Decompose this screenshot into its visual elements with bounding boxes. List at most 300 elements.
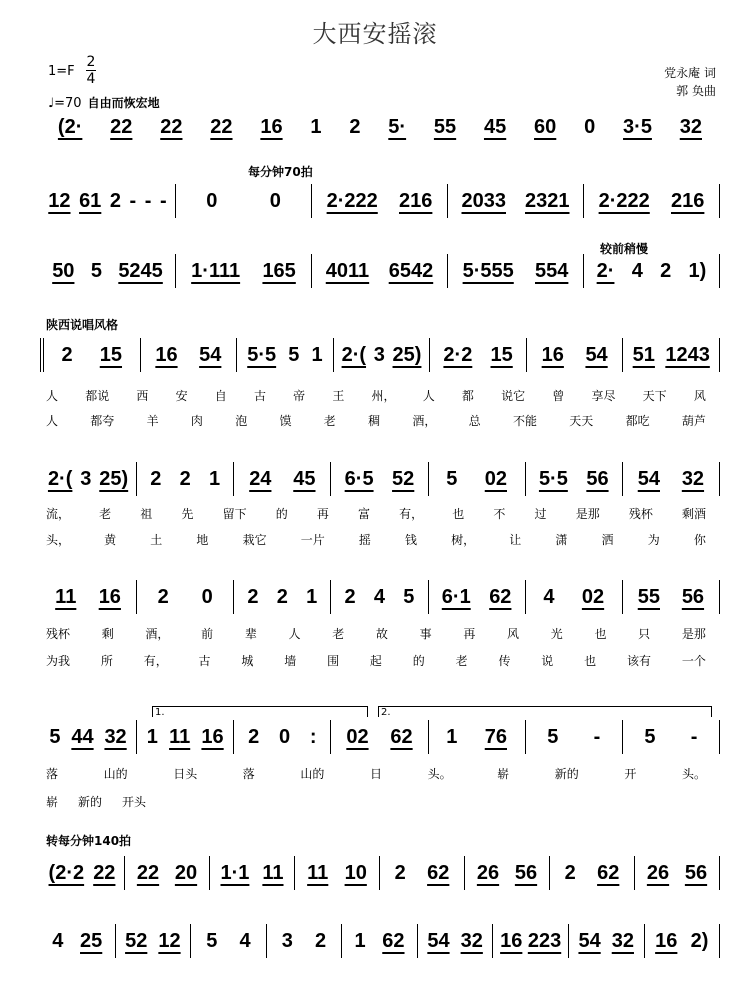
lyric-word: 树， <box>451 533 476 547</box>
lyric-word: 都吃 <box>625 414 650 428</box>
lyric-word: 头， <box>46 533 71 547</box>
note-group: 2033 <box>461 189 506 212</box>
note-group: 11 <box>262 861 284 884</box>
note-group: 11 <box>169 725 191 748</box>
measure <box>334 338 431 372</box>
note-group: 16 <box>655 929 678 952</box>
lyric-word: 人 <box>46 414 59 428</box>
lyric-word: 老 <box>332 627 345 641</box>
note-group: 5 <box>446 467 458 490</box>
measure <box>141 338 238 372</box>
lyric-word: 留下 <box>222 507 247 521</box>
note-group: 216 <box>671 189 705 212</box>
note-group: 1 <box>306 585 318 608</box>
lyric-word: 开头 <box>121 795 146 809</box>
note-group: 1 <box>446 725 458 748</box>
lyric-word: 前 <box>201 627 214 641</box>
lyric-word: 传 <box>498 654 511 668</box>
note-group: 5 <box>206 929 218 952</box>
lyric-word: 是那 <box>681 627 706 641</box>
note-group: 2 <box>564 861 576 884</box>
note-group: 2 <box>157 585 169 608</box>
note-group: 3 <box>281 929 293 952</box>
lyric-word: 天下 <box>642 389 667 403</box>
note-group: 2 <box>247 585 259 608</box>
measure <box>40 338 141 372</box>
lyric-word: 让 <box>509 533 522 547</box>
note-group: 44 <box>71 725 94 748</box>
lyric-word: 故 <box>375 627 388 641</box>
lyric-word: 钱 <box>404 533 417 547</box>
volta-second: 2. <box>378 706 712 717</box>
note-group: 2321 <box>525 189 570 212</box>
measure <box>429 720 526 754</box>
lyric-word: 人 <box>288 627 301 641</box>
time-bottom: 4 <box>86 71 96 87</box>
note-group: 12 <box>158 929 181 952</box>
note-group: 0 <box>279 725 291 748</box>
note-group: 76 <box>484 725 507 748</box>
measure <box>380 856 465 890</box>
lyric-line <box>46 531 706 548</box>
measure <box>331 580 428 614</box>
lyric-word: 祖 <box>140 507 153 521</box>
measure <box>342 924 418 958</box>
style-label: 陕西说唱风格 <box>46 318 119 332</box>
note-group: 61 <box>79 189 102 212</box>
measure <box>125 856 210 890</box>
lyric-word: 人 <box>422 389 435 403</box>
note-group: 1243 <box>665 343 710 366</box>
lyric-word: 稠 <box>368 414 381 428</box>
lyric-word: 过 <box>534 507 547 521</box>
tempo-label-slower: 较前稍慢 <box>600 242 649 256</box>
note-group: 16 <box>260 115 283 138</box>
lyric-word: 风 <box>693 389 706 403</box>
note-group: 62 <box>427 861 450 884</box>
lyric-word: 黄 <box>104 533 117 547</box>
note-group: 3 <box>373 343 385 366</box>
lyric-word: 不能 <box>512 414 537 428</box>
lyric-word: 一个 <box>681 654 706 668</box>
measure <box>527 338 624 372</box>
note-group: 32 <box>104 725 127 748</box>
lyric-word: 的 <box>275 507 288 521</box>
note-group: 2· <box>596 259 615 282</box>
measure <box>234 580 331 614</box>
measure <box>137 720 234 754</box>
note-group: 2 <box>61 343 73 366</box>
note-group: - <box>593 725 601 748</box>
lyric-word: 曾 <box>552 389 565 403</box>
lyric-word: 墙 <box>284 654 297 668</box>
lyric-word: 享尽 <box>591 389 616 403</box>
note-group: 22 <box>110 115 133 138</box>
lyric-word: 泡 <box>235 414 248 428</box>
measure <box>234 720 331 754</box>
note-group: 6542 <box>388 259 434 282</box>
note-group: 22 <box>210 115 233 138</box>
note-group: 56 <box>586 467 609 490</box>
score-row <box>40 582 720 612</box>
measure <box>429 580 526 614</box>
lyricist-credit: 党永庵 词 <box>664 66 716 80</box>
lyric-word: 摇 <box>358 533 371 547</box>
note-group: 5 <box>403 585 415 608</box>
lyric-word: 一片 <box>300 533 325 547</box>
note-group: 15 <box>490 343 513 366</box>
measure <box>137 580 234 614</box>
note-group: 54 <box>585 343 608 366</box>
score-row <box>40 256 720 286</box>
lyric-word: 都 <box>461 389 474 403</box>
lyric-word: 都夸 <box>90 414 115 428</box>
lyric-word: 城 <box>241 654 254 668</box>
lyric-word: 富 <box>357 507 370 521</box>
note-group: 165 <box>262 259 296 282</box>
lyric-word: 潇 <box>555 533 568 547</box>
lyric-line <box>46 625 706 642</box>
lyric-word: 崭 <box>497 767 510 781</box>
score-row <box>40 722 720 752</box>
note-group: 16 <box>155 343 178 366</box>
note-group: 216 <box>399 189 433 212</box>
note-group: 2 <box>394 861 406 884</box>
lyric-word: 不 <box>493 507 506 521</box>
measure <box>526 720 623 754</box>
lyric-word: 日头 <box>173 767 198 781</box>
lyric-word: 为 <box>647 533 660 547</box>
measure <box>645 924 721 958</box>
note-group: 02 <box>484 467 507 490</box>
measure <box>40 580 137 614</box>
note-group: 1) <box>688 259 707 282</box>
note-group: 6·5 <box>344 467 374 490</box>
lyric-word: 说它 <box>501 389 526 403</box>
note-group: 5245 <box>118 259 163 282</box>
measure <box>448 254 584 288</box>
note-group: 56 <box>681 585 705 608</box>
note-group: 50 <box>52 259 75 282</box>
note-group: 3·5 <box>623 115 652 138</box>
note-group: 2 <box>248 725 260 748</box>
note-group: 16 <box>541 343 564 366</box>
note-group: 4011 <box>325 259 370 282</box>
lyric-word: 酒， <box>412 414 437 428</box>
note-group: 5 <box>288 343 300 366</box>
note-group: 62 <box>597 861 620 884</box>
note-group: 5 <box>49 725 61 748</box>
lyric-word: 头。 <box>681 767 706 781</box>
lyric-word: 你 <box>693 533 706 547</box>
measure <box>176 254 312 288</box>
lyric-word: 起 <box>369 654 382 668</box>
measure <box>623 580 720 614</box>
note-group: - <box>159 189 167 212</box>
note-group: 26 <box>646 861 670 884</box>
note-group: 0 <box>269 189 281 212</box>
note-group: 60 <box>534 115 557 138</box>
measure <box>312 254 448 288</box>
note-group: 54 <box>199 343 222 366</box>
tempo-marking <box>48 94 160 111</box>
note-group: 0 <box>206 189 218 212</box>
note-group: 62 <box>489 585 512 608</box>
score-row <box>40 340 720 370</box>
lyric-word: 西 <box>136 389 149 403</box>
lyric-word: 安 <box>175 389 188 403</box>
tempo-label-140: 转每分钟140拍 <box>46 834 132 848</box>
note-group: 3 <box>80 467 92 490</box>
lyric-word: 事 <box>419 627 432 641</box>
measure <box>448 184 584 218</box>
lyric-word: 新的 <box>77 795 102 809</box>
note-group: 56 <box>514 861 538 884</box>
measure <box>584 254 720 288</box>
note-group: : <box>309 725 317 748</box>
measure <box>623 720 720 754</box>
note-group: 2 <box>660 259 672 282</box>
note-group: 32 <box>681 467 705 490</box>
measure <box>331 720 428 754</box>
lyric-word: 流， <box>46 507 71 521</box>
lyric-word: 也 <box>452 507 465 521</box>
note-group: 5 <box>644 725 656 748</box>
measure <box>40 720 137 754</box>
lyric-word: 总 <box>468 414 481 428</box>
note-group: - <box>144 189 152 212</box>
lyric-line <box>46 793 146 810</box>
note-group: 22 <box>136 861 160 884</box>
measure <box>635 856 720 890</box>
note-group: 52 <box>125 929 148 952</box>
note-group: 5· <box>388 115 407 138</box>
measure <box>550 856 635 890</box>
measure <box>526 580 623 614</box>
key-signature: 1=F <box>48 64 75 79</box>
note-group: 55 <box>433 115 457 138</box>
lyric-word: 有， <box>399 507 424 521</box>
note-group: 5·5 <box>247 343 277 366</box>
measure <box>267 924 343 958</box>
note-group: 22 <box>160 115 183 138</box>
note-group: 2·2 <box>443 343 473 366</box>
lyric-word: 先 <box>181 507 194 521</box>
lyric-word: 山的 <box>300 767 325 781</box>
note-group: 45 <box>483 115 507 138</box>
lyric-word: 馍 <box>279 414 292 428</box>
note-group: 5·555 <box>462 259 514 282</box>
lyric-word: 栽它 <box>242 533 267 547</box>
lyric-word: 的 <box>412 654 425 668</box>
note-group: 2·222 <box>326 189 378 212</box>
note-group: 10 <box>344 861 367 884</box>
lyric-word: 为我 <box>46 654 71 668</box>
lyric-word: 开 <box>624 767 637 781</box>
score-row <box>40 926 720 956</box>
note-group: 55 <box>637 585 660 608</box>
note-group: 4 <box>543 585 555 608</box>
note-group: 4 <box>631 259 643 282</box>
measure <box>40 462 137 496</box>
note-group: 54 <box>427 929 450 952</box>
note-group: 2 <box>315 929 327 952</box>
lyric-word: 帝 <box>293 389 306 403</box>
lyric-word: 地 <box>196 533 209 547</box>
lyric-word: 说 <box>541 654 554 668</box>
lyric-word: 州， <box>371 389 396 403</box>
note-group: 20 <box>174 861 198 884</box>
note-group: 16 <box>201 725 224 748</box>
note-group: 62 <box>382 929 405 952</box>
note-group: 2 <box>179 467 191 490</box>
lyric-word: 洒 <box>601 533 614 547</box>
lyric-line <box>46 387 706 404</box>
lyric-word: 土 <box>150 533 163 547</box>
lyric-word: 自 <box>214 389 227 403</box>
note-group: 2·( <box>47 467 73 490</box>
measure <box>191 924 267 958</box>
lyric-word: 古 <box>253 389 266 403</box>
note-group: 223 <box>527 929 562 952</box>
score-row <box>40 464 720 494</box>
measure <box>40 254 176 288</box>
lyric-word: 老 <box>455 654 468 668</box>
note-group: 25 <box>80 929 103 952</box>
lyric-line <box>46 412 706 429</box>
lyric-line <box>46 765 706 782</box>
lyric-word: 崭 <box>46 795 59 809</box>
lyric-word: 人 <box>46 389 59 403</box>
note-group: 6·1 <box>441 585 471 608</box>
note-group: 1·111 <box>191 259 241 282</box>
lyric-word: 头。 <box>427 767 452 781</box>
measure <box>623 338 720 372</box>
measure <box>40 924 116 958</box>
measure <box>40 110 720 144</box>
tempo-label-70: 每分钟70拍 <box>248 165 313 179</box>
measure <box>526 462 623 496</box>
note-group: 51 <box>632 343 655 366</box>
note-group: 11 <box>55 585 77 608</box>
note-group: 02 <box>581 585 605 608</box>
note-group: 54 <box>637 467 660 490</box>
note-group: 32 <box>679 115 702 138</box>
lyric-word: 再 <box>316 507 329 521</box>
note-group: 24 <box>249 467 272 490</box>
lyric-word: 剩 <box>101 627 114 641</box>
note-group: 26 <box>476 861 500 884</box>
measure <box>429 462 526 496</box>
lyric-word: 也 <box>594 627 607 641</box>
measure <box>137 462 234 496</box>
note-group: 2 <box>349 115 361 138</box>
lyric-word: 再 <box>463 627 476 641</box>
note-group: 02 <box>346 725 369 748</box>
note-group: 62 <box>390 725 413 748</box>
note-group: 1 <box>146 725 158 748</box>
measure <box>584 184 720 218</box>
lyric-word: 剩酒 <box>681 507 706 521</box>
lyric-word: 日 <box>369 767 382 781</box>
lyric-word: 葫芦 <box>681 414 706 428</box>
composer-credit: 郭 奂曲 <box>676 84 716 98</box>
measure <box>210 856 295 890</box>
note-group: (2· <box>57 115 83 138</box>
measure <box>623 462 720 496</box>
lyric-word: 残杯 <box>46 627 71 641</box>
note-group: 4 <box>239 929 251 952</box>
note-group: (2·2 <box>48 861 85 884</box>
note-group: 5·5 <box>538 467 568 490</box>
measure <box>418 924 494 958</box>
lyric-word: 围 <box>327 654 340 668</box>
lyric-word: 光 <box>550 627 563 641</box>
note-group: 56 <box>684 861 708 884</box>
volta-first: 1. <box>152 706 368 717</box>
note-group: 554 <box>535 259 569 282</box>
lyric-word: 也 <box>584 654 597 668</box>
measure <box>430 338 527 372</box>
note-group: 16 <box>500 929 523 952</box>
lyric-word: 都说 <box>85 389 110 403</box>
time-top: 2 <box>86 54 96 70</box>
note-group: 54 <box>578 929 601 952</box>
note-group: - <box>690 725 698 748</box>
score-row <box>40 186 720 216</box>
note-group: 4 <box>373 585 386 608</box>
measure <box>312 184 448 218</box>
score-row <box>40 112 720 142</box>
lyric-word: 辈 <box>244 627 257 641</box>
note-group: 5 <box>547 725 559 748</box>
note-group: 11 <box>307 861 329 884</box>
note-group: - <box>129 189 137 212</box>
measure <box>40 184 176 218</box>
note-group: 2 <box>276 585 288 608</box>
note-group: 2 <box>109 189 121 212</box>
lyric-word: 落 <box>242 767 255 781</box>
note-group: 1 <box>311 343 323 366</box>
note-group: 4 <box>52 929 64 952</box>
lyric-line <box>46 652 706 669</box>
lyric-word: 肉 <box>190 414 203 428</box>
lyric-word: 只 <box>638 627 651 641</box>
lyric-word: 羊 <box>146 414 159 428</box>
tempo-value: ♩=70 <box>48 96 82 111</box>
note-group: 2·( <box>341 343 367 366</box>
note-group: 2 <box>150 467 162 490</box>
note-group: 16 <box>98 585 121 608</box>
lyric-word: 该有 <box>626 654 651 668</box>
note-group: 1 <box>310 115 322 138</box>
measure <box>237 338 334 372</box>
lyric-word: 山的 <box>103 767 128 781</box>
lyric-word: 天天 <box>569 414 594 428</box>
tempo-expression: 自由而恢宏地 <box>87 96 160 110</box>
score-title: 大西安摇滚 <box>312 20 438 48</box>
lyric-line <box>46 505 706 522</box>
measure <box>176 184 312 218</box>
lyric-word: 是那 <box>575 507 600 521</box>
measure <box>295 856 380 890</box>
score-row <box>40 858 720 888</box>
measure <box>465 856 550 890</box>
note-group: 32 <box>611 929 634 952</box>
note-group: 0 <box>584 115 596 138</box>
measure <box>40 856 125 890</box>
lyric-word: 王 <box>332 389 345 403</box>
